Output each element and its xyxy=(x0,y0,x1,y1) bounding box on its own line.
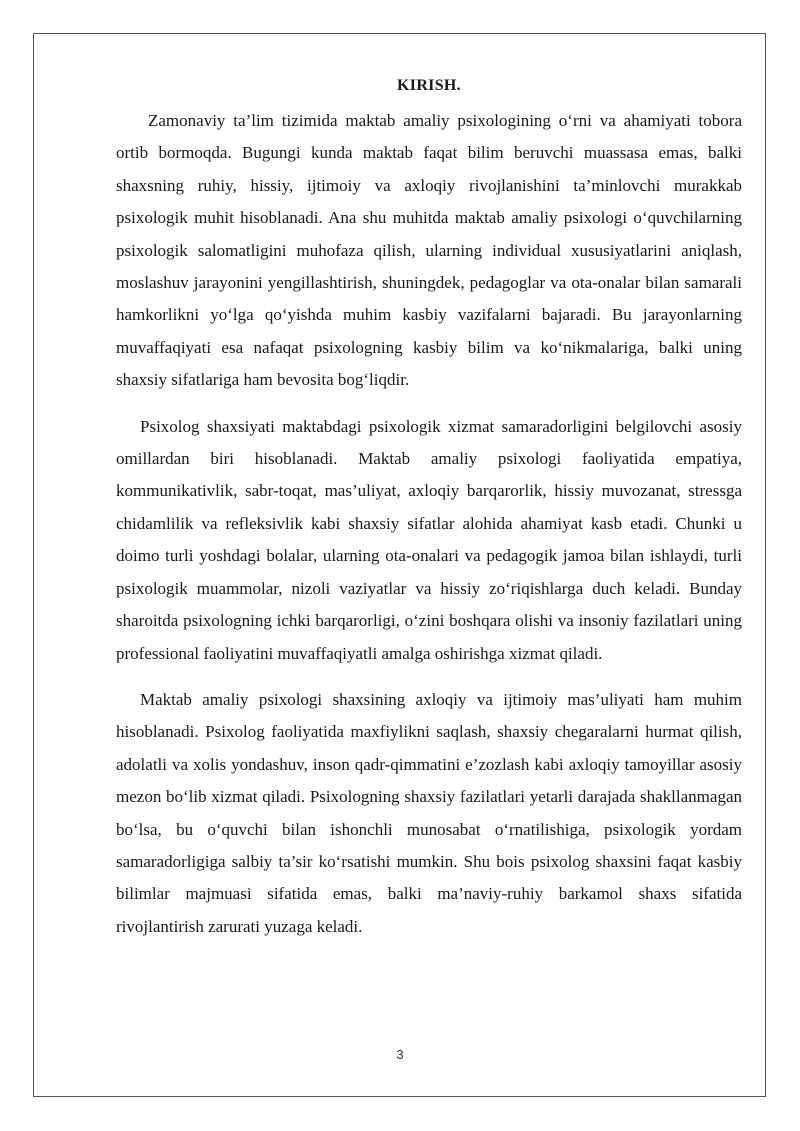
paragraph-3: Maktab amaliy psixologi shaxsining axloqiy va ijtimoiy mas’uliyati ham muhim hisoblanadi. Psixolog faoliyatida maxfiylikni saqlash, shaxsiy chegaralarni hurmat qilish, adolatli va xolis yondashuv, inson qadr-qimmatini e’zozlash kabi axloqiy tamoyillar asosiy mezon bo‘lib xizmat qiladi. Psixologning shaxsiy fazilatlari yetarli darajada shakllanmagan bo‘lsa, bu o‘quvchi bilan ishonchli munosabat o‘rnatilishiga, psixologik yordam samaradorligiga salbiy ta’sir ko‘rsatishi mumkin. Shu bois psixolog shaxsini faqat kasbiy bilimlar majmuasi sifatida emas, balki ma’naviy-ruhiy barkamol shaxs sifatida rivojlantirish zarurati yuzaga keladi. xyxy=(116,689,742,936)
document-body xyxy=(116,74,742,943)
paragraph-2: Psixolog shaxsiyati maktabdagi psixologik xizmat samaradorligini belgilovchi asosiy omillardan biri hisoblanadi. Maktab amaliy psixologi faoliyatida empatiya, kommunikativlik, sabr-toqat, mas’uliyat, axloqiy barqarorlik, hissiy muvozanat, stressga chidamlilik va refleksivlik kabi shaxsiy sifatlar alohida ahamiyat kasb etadi. Chunki u doimo turli yoshdagi bolalar, ularning ota-onalari va pedagogik jamoa bilan ishlaydi, turli psixologik muammolar, nizoli vaziyatlar va hissiy zo‘riqishlarga duch keladi. Bunday sharoitda psixologning ichki barqarorligi, o‘zini boshqara olishi va insoniy fazilatlari uning professional faoliyatini muvaffaqiyatli amalga oshirishga xizmat qiladi. xyxy=(116,416,742,663)
section-title: KIRISH. xyxy=(397,77,461,94)
page-number: 3 xyxy=(396,1047,404,1062)
paragraph-1: Zamonaviy ta’lim tizimida maktab amaliy psixologining o‘rni va ahamiyati tobora ortib bormoqda. Bugungi kunda maktab faqat bilim beruvchi muassasa emas, balki shaxsning ruhiy, hissiy, ijtimoiy va axloqiy rivojlanishini ta’minlovchi murakkab psixologik muhit hisoblanadi. Ana shu muhitda maktab amaliy psixologi o‘quvchilarning psixologik salomatligini muhofaza qilish, ularning individual xususiyatlarini aniqlash, moslashuv jarayonini yengillashtirish, shuningdek, pedagoglar va ota-onalar bilan samarali hamkorlikni yo‘lga qo‘yishda muhim kasbiy vazifalarni bajaradi. Bu jarayonlarning muvaffaqiyati esa nafaqat psixologning kasbiy bilim va ko‘nikmalariga, balki uning shaxsiy sifatlariga ham bevosita bog‘liqdir. xyxy=(116,111,742,390)
